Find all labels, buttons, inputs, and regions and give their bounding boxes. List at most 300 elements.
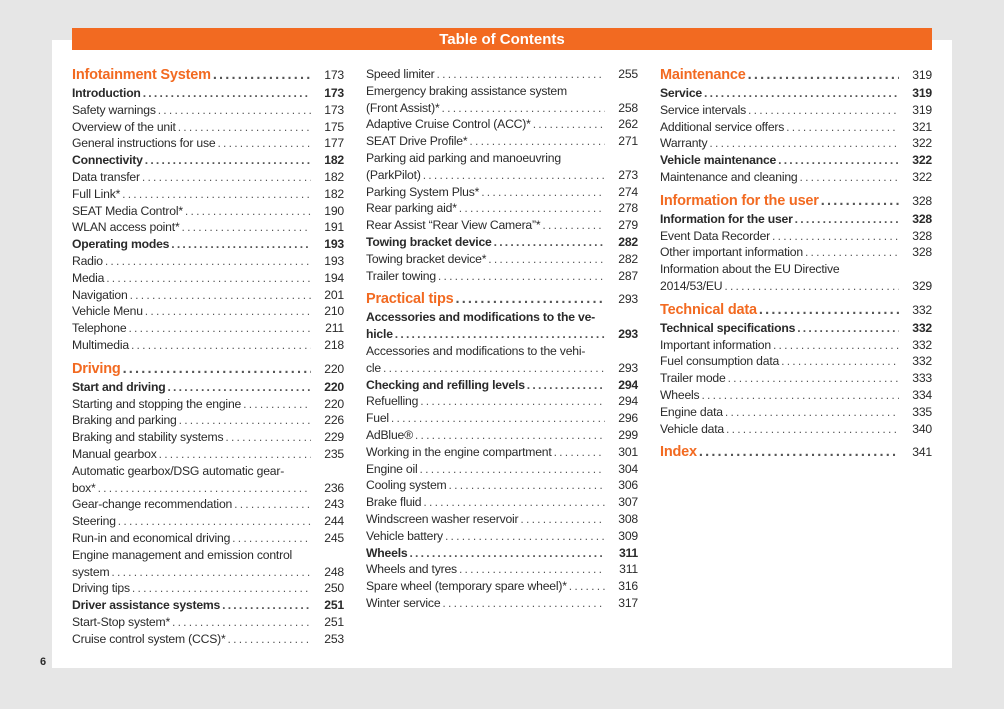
page-ref: 274 bbox=[618, 184, 638, 199]
dot-leader bbox=[225, 430, 311, 444]
toc-entry-label: Braking and parking bbox=[72, 413, 177, 428]
toc-entry[interactable] bbox=[660, 422, 932, 439]
page-ref: 220 bbox=[324, 361, 344, 376]
toc-entry[interactable] bbox=[660, 120, 932, 137]
toc-chapter[interactable] bbox=[72, 380, 344, 397]
page-ref: 307 bbox=[618, 495, 638, 510]
toc-section-label: Infotainment System bbox=[72, 67, 211, 83]
toc-entry-label: Parking System Plus* bbox=[366, 184, 480, 199]
toc-section[interactable] bbox=[72, 67, 344, 86]
toc-entry-label: Refuelling bbox=[366, 394, 419, 409]
toc-entry-label: Brake fluid bbox=[366, 495, 422, 510]
toc-section-label: Technical data bbox=[660, 301, 757, 318]
dot-leader bbox=[423, 495, 605, 509]
page-number: 6 bbox=[40, 656, 47, 668]
dot-leader bbox=[132, 581, 311, 595]
toc-entry-label: Radio bbox=[72, 253, 103, 268]
dot-leader bbox=[123, 361, 311, 377]
dot-leader bbox=[130, 288, 311, 302]
page-ref: 245 bbox=[324, 530, 344, 545]
toc-entry-label: (Front Assist)* bbox=[366, 100, 440, 115]
toc-entry[interactable] bbox=[366, 462, 638, 479]
toc-entry[interactable] bbox=[366, 252, 638, 269]
dot-leader bbox=[415, 428, 605, 442]
toc-section-label: Driving bbox=[72, 360, 121, 377]
toc-chapter-label: Information for the user bbox=[660, 211, 793, 226]
toc-entry-label: Multimedia bbox=[72, 337, 129, 352]
page-ref: 173 bbox=[324, 102, 344, 117]
toc-entry-label: Trailer mode bbox=[660, 371, 726, 386]
dot-leader bbox=[459, 201, 605, 215]
toc-entry[interactable] bbox=[366, 411, 638, 428]
toc-chapter[interactable] bbox=[72, 153, 344, 170]
dot-leader bbox=[420, 462, 605, 476]
toc-chapter[interactable] bbox=[366, 327, 638, 344]
toc-entry[interactable] bbox=[366, 529, 638, 546]
toc-entry[interactable] bbox=[72, 136, 344, 153]
toc-entry-label: Navigation bbox=[72, 287, 128, 302]
page-ref: 340 bbox=[912, 421, 932, 436]
dot-leader bbox=[795, 212, 899, 226]
dot-leader bbox=[185, 204, 311, 218]
toc-entry-label: Data transfer bbox=[72, 169, 140, 184]
dot-leader bbox=[724, 279, 899, 293]
toc-entry-label: Rear parking aid* bbox=[366, 201, 457, 216]
toc-chapter-label: hicle bbox=[366, 327, 393, 342]
page-ref: 322 bbox=[912, 136, 932, 151]
toc-chapter-label: Connectivity bbox=[72, 153, 143, 168]
page-ref: 332 bbox=[912, 337, 932, 352]
toc-chapter[interactable] bbox=[366, 235, 638, 252]
dot-leader bbox=[167, 380, 311, 394]
toc-entry-label: Safety warnings bbox=[72, 102, 156, 117]
page-ref: 243 bbox=[324, 497, 344, 512]
toc-chapter[interactable] bbox=[660, 86, 932, 103]
page-title: Table of Contents bbox=[72, 28, 932, 50]
dot-leader bbox=[726, 422, 899, 436]
toc-entry-label: Fuel consumption data bbox=[660, 354, 780, 369]
page-ref: 282 bbox=[618, 234, 638, 249]
page-ref: 251 bbox=[324, 598, 344, 613]
toc-entry[interactable] bbox=[72, 321, 344, 338]
toc-entry[interactable] bbox=[366, 445, 638, 462]
toc-entry-label: system bbox=[72, 564, 110, 579]
toc-entry-label: Cooling system bbox=[366, 478, 447, 493]
toc-entry-label: Run-in and economical driving bbox=[72, 530, 231, 545]
toc-entry-label: Overview of the unit bbox=[72, 119, 176, 134]
toc-entry[interactable] bbox=[366, 361, 638, 378]
toc-entry[interactable] bbox=[72, 170, 344, 187]
toc-entry-label: Spare wheel (temporary spare wheel)* bbox=[366, 579, 567, 594]
toc-entry-label: 2014/53/EU bbox=[660, 278, 723, 293]
dot-leader bbox=[701, 388, 899, 402]
page-ref: 173 bbox=[324, 68, 344, 82]
toc-entry[interactable] bbox=[72, 204, 344, 221]
toc-entry-label: Maintenance and cleaning bbox=[660, 169, 798, 184]
toc-entry[interactable] bbox=[660, 338, 932, 355]
toc-entry[interactable] bbox=[366, 596, 638, 613]
page-ref: 294 bbox=[618, 377, 638, 392]
dot-leader bbox=[481, 185, 605, 199]
dot-leader bbox=[128, 321, 311, 335]
dot-leader bbox=[98, 481, 311, 495]
page-ref: 293 bbox=[618, 327, 638, 342]
dot-leader bbox=[728, 371, 899, 385]
dot-leader bbox=[395, 327, 605, 341]
toc-section[interactable] bbox=[366, 291, 638, 310]
dot-leader bbox=[423, 168, 605, 182]
page-ref: 319 bbox=[912, 86, 932, 100]
dot-leader bbox=[178, 120, 311, 134]
page-ref: 328 bbox=[912, 211, 932, 226]
dot-leader bbox=[145, 304, 311, 318]
dot-leader bbox=[105, 254, 311, 268]
dot-leader bbox=[704, 86, 899, 100]
toc-entry-label: Engine data bbox=[660, 404, 723, 419]
dot-leader bbox=[409, 546, 605, 560]
dot-leader bbox=[445, 529, 605, 543]
toc-entry-label: box* bbox=[72, 480, 96, 495]
toc-entry-label: AdBlue® bbox=[366, 427, 413, 442]
page-ref: 250 bbox=[324, 581, 344, 596]
toc-entry[interactable] bbox=[366, 117, 638, 134]
toc-column-1 bbox=[72, 67, 344, 649]
toc-entry[interactable] bbox=[72, 103, 344, 120]
toc-entry[interactable] bbox=[72, 497, 344, 514]
toc-chapter-label: Vehicle maintenance bbox=[660, 153, 777, 168]
dot-leader bbox=[533, 117, 605, 131]
toc-chapter-label: Checking and refilling levels bbox=[366, 377, 525, 392]
toc-section[interactable] bbox=[660, 193, 932, 212]
dot-leader bbox=[420, 394, 605, 408]
toc-entry-label: WLAN access point* bbox=[72, 220, 180, 235]
toc-entry-label: Full Link* bbox=[72, 186, 121, 201]
page-ref: 279 bbox=[618, 218, 638, 233]
page-ref: 235 bbox=[324, 446, 344, 461]
page-ref: 293 bbox=[618, 292, 638, 307]
page-ref: 220 bbox=[324, 379, 344, 394]
toc-entry[interactable] bbox=[72, 565, 344, 582]
toc-entry[interactable] bbox=[366, 428, 638, 445]
toc-entry-label: Gear-change recommendation bbox=[72, 497, 233, 512]
toc-chapter-label: Operating modes bbox=[72, 237, 170, 252]
toc-entry[interactable] bbox=[366, 579, 638, 596]
page-ref: 182 bbox=[324, 169, 344, 184]
page-ref: 251 bbox=[324, 614, 344, 629]
toc-chapter[interactable] bbox=[366, 546, 638, 563]
dot-leader bbox=[520, 512, 605, 526]
dot-leader bbox=[159, 447, 311, 461]
toc-section-label: Index bbox=[660, 444, 697, 461]
dot-leader bbox=[554, 445, 605, 459]
toc-entry[interactable] bbox=[366, 512, 638, 529]
dot-leader bbox=[781, 354, 899, 368]
page-ref: 309 bbox=[618, 528, 638, 543]
toc-section[interactable] bbox=[72, 361, 344, 380]
dot-leader bbox=[179, 413, 311, 427]
page-ref: 255 bbox=[618, 67, 638, 81]
dot-leader bbox=[469, 134, 605, 148]
toc-entry[interactable] bbox=[72, 397, 344, 414]
toc-entry-label[interactable]: Emergency braking assistance system bbox=[366, 83, 567, 98]
toc-entry[interactable] bbox=[72, 288, 344, 305]
toc-entry-label: Vehicle data bbox=[660, 421, 725, 436]
page-ref: 308 bbox=[618, 511, 638, 526]
dot-leader bbox=[786, 120, 899, 134]
page-ref: 182 bbox=[324, 153, 344, 168]
toc-entry-label: Telephone bbox=[72, 321, 127, 336]
dot-leader bbox=[821, 193, 899, 209]
dot-leader bbox=[442, 596, 605, 610]
page-ref: 335 bbox=[912, 404, 932, 419]
toc-chapter-label: Wheels bbox=[366, 545, 408, 560]
dot-leader bbox=[143, 86, 311, 100]
toc-chapter-label: Towing bracket device bbox=[366, 234, 492, 249]
page-ref: 328 bbox=[912, 245, 932, 260]
toc-entry[interactable] bbox=[72, 514, 344, 531]
toc-chapter-label[interactable]: Accessories and modifications to the ve- bbox=[366, 310, 596, 325]
toc-column-2 bbox=[366, 67, 638, 613]
dot-leader bbox=[213, 67, 311, 83]
toc-entry-label[interactable]: Accessories and modifications to the vehi- bbox=[366, 343, 586, 358]
toc-entry[interactable] bbox=[72, 531, 344, 548]
dot-leader bbox=[459, 562, 605, 576]
dot-leader bbox=[142, 170, 311, 184]
toc-entry-label: Wheels and tyres bbox=[366, 562, 457, 577]
toc-entry-label: Important information bbox=[660, 337, 771, 352]
toc-chapter[interactable] bbox=[366, 378, 638, 395]
toc-entry-label: Service intervals bbox=[660, 102, 747, 117]
toc-entry[interactable] bbox=[72, 304, 344, 321]
page-ref: 317 bbox=[618, 595, 638, 610]
toc-entry[interactable] bbox=[366, 101, 638, 118]
dot-leader bbox=[725, 405, 899, 419]
toc-section[interactable] bbox=[660, 302, 932, 321]
dot-leader bbox=[748, 103, 899, 117]
toc-entry[interactable] bbox=[660, 245, 932, 262]
page-ref: 244 bbox=[324, 514, 344, 529]
toc-entry[interactable] bbox=[366, 562, 638, 579]
page-ref: 282 bbox=[618, 251, 638, 266]
dot-leader bbox=[182, 220, 312, 234]
page-ref: 316 bbox=[618, 579, 638, 594]
toc-entry[interactable] bbox=[72, 430, 344, 447]
dot-leader bbox=[455, 291, 605, 307]
toc-entry-label: Event Data Recorder bbox=[660, 228, 771, 243]
toc-entry-label: Winter service bbox=[366, 595, 441, 610]
dot-leader bbox=[217, 136, 311, 150]
page-ref: 293 bbox=[618, 360, 638, 375]
page-ref: 182 bbox=[324, 186, 344, 201]
page-ref: 271 bbox=[618, 134, 638, 149]
toc-entry[interactable] bbox=[660, 354, 932, 371]
toc-entry[interactable] bbox=[660, 229, 932, 246]
page-ref: 218 bbox=[324, 337, 344, 352]
page-ref: 304 bbox=[618, 461, 638, 476]
toc-entry-label: Cruise control system (CCS)* bbox=[72, 631, 226, 646]
dot-leader bbox=[234, 497, 311, 511]
toc-entry[interactable] bbox=[72, 615, 344, 632]
dot-leader bbox=[228, 632, 311, 646]
page-ref: 273 bbox=[618, 167, 638, 182]
page-ref: 332 bbox=[912, 302, 932, 317]
toc-entry-label: Other important information bbox=[660, 245, 803, 260]
toc-entry[interactable] bbox=[366, 168, 638, 185]
toc-entry[interactable] bbox=[366, 394, 638, 411]
toc-entry-label[interactable]: Engine management and emission control bbox=[72, 547, 293, 562]
toc-entry[interactable] bbox=[72, 447, 344, 464]
toc-entry-label: General instructions for use bbox=[72, 136, 216, 151]
toc-entry[interactable] bbox=[660, 388, 932, 405]
dot-leader bbox=[172, 615, 311, 629]
page-ref: 322 bbox=[912, 153, 932, 168]
toc-chapter-label: Driver assistance systems bbox=[72, 598, 221, 613]
toc-entry[interactable] bbox=[72, 271, 344, 288]
page-ref: 341 bbox=[912, 445, 932, 460]
dot-leader bbox=[391, 411, 605, 425]
toc-entry-label: Braking and stability systems bbox=[72, 430, 224, 445]
page-ref: 319 bbox=[912, 102, 932, 117]
dot-leader bbox=[748, 67, 899, 83]
page-ref: 236 bbox=[324, 480, 344, 495]
toc-entry-label[interactable]: Information about the EU Directive bbox=[660, 262, 840, 277]
toc-chapter[interactable] bbox=[72, 86, 344, 103]
toc-entry-label: Steering bbox=[72, 514, 116, 529]
dot-leader bbox=[527, 378, 605, 392]
dot-leader bbox=[106, 271, 311, 285]
dot-leader bbox=[759, 302, 899, 318]
toc-entry-label: SEAT Media Control* bbox=[72, 203, 183, 218]
page-ref: 193 bbox=[324, 253, 344, 268]
toc-entry-label: (ParkPilot) bbox=[366, 167, 421, 182]
dot-leader bbox=[449, 478, 605, 492]
toc-entry[interactable] bbox=[72, 481, 344, 498]
page-ref: 332 bbox=[912, 354, 932, 369]
page-ref: 258 bbox=[618, 100, 638, 115]
page-ref: 322 bbox=[912, 169, 932, 184]
toc-entry[interactable] bbox=[660, 136, 932, 153]
toc-entry[interactable] bbox=[72, 338, 344, 355]
toc-entry[interactable] bbox=[660, 170, 932, 187]
toc-entry-label: Adaptive Cruise Control (ACC)* bbox=[366, 117, 531, 132]
dot-leader bbox=[569, 579, 605, 593]
toc-entry[interactable] bbox=[366, 201, 638, 218]
dot-leader bbox=[438, 269, 605, 283]
page-ref: 190 bbox=[324, 203, 344, 218]
toc-chapter-label: Service bbox=[660, 86, 702, 100]
toc-entry[interactable] bbox=[660, 371, 932, 388]
dot-leader bbox=[171, 237, 311, 251]
dot-leader bbox=[772, 229, 899, 243]
toc-entry-label: Media bbox=[72, 270, 105, 285]
page-ref: 311 bbox=[619, 562, 638, 577]
dot-leader bbox=[542, 218, 605, 232]
toc-entry[interactable] bbox=[366, 134, 638, 151]
dot-leader bbox=[699, 444, 899, 460]
toc-entry[interactable] bbox=[366, 185, 638, 202]
toc-chapter[interactable] bbox=[72, 598, 344, 615]
page-ref: 220 bbox=[324, 396, 344, 411]
toc-section[interactable] bbox=[660, 67, 932, 86]
toc-entry-label: Starting and stopping the engine bbox=[72, 396, 242, 411]
page-ref: 175 bbox=[324, 119, 344, 134]
page-ref: 319 bbox=[912, 68, 932, 82]
page-ref: 191 bbox=[324, 220, 344, 235]
page-ref: 306 bbox=[618, 478, 638, 493]
toc-column-3 bbox=[660, 67, 932, 463]
toc-entry[interactable] bbox=[72, 220, 344, 237]
toc-entry-label: Warranty bbox=[660, 136, 708, 151]
dot-leader bbox=[805, 245, 899, 259]
toc-entry[interactable] bbox=[366, 478, 638, 495]
dot-leader bbox=[442, 101, 605, 115]
toc-entry[interactable] bbox=[72, 120, 344, 137]
dot-leader bbox=[131, 338, 311, 352]
page-ref: 329 bbox=[912, 278, 932, 293]
dot-leader bbox=[800, 170, 900, 184]
toc-section[interactable] bbox=[660, 444, 932, 463]
page-ref: 226 bbox=[324, 413, 344, 428]
page-ref: 278 bbox=[618, 201, 638, 216]
dot-leader bbox=[111, 565, 311, 579]
dot-leader bbox=[118, 514, 311, 528]
toc-entry-label: Wheels bbox=[660, 387, 700, 402]
toc-entry[interactable] bbox=[366, 495, 638, 512]
toc-chapter[interactable] bbox=[660, 212, 932, 229]
toc-entry-label: Vehicle Menu bbox=[72, 304, 143, 319]
dot-leader bbox=[494, 235, 605, 249]
toc-chapter[interactable] bbox=[660, 153, 932, 170]
toc-chapter[interactable] bbox=[660, 321, 932, 338]
toc-entry[interactable] bbox=[72, 254, 344, 271]
toc-entry-label: cle bbox=[366, 360, 381, 375]
toc-entry[interactable] bbox=[72, 187, 344, 204]
dot-leader bbox=[797, 321, 899, 335]
toc-entry[interactable] bbox=[660, 405, 932, 422]
toc-entry[interactable] bbox=[660, 279, 932, 296]
page-ref: 328 bbox=[912, 193, 932, 208]
dot-leader bbox=[778, 153, 899, 167]
toc-entry-label[interactable]: Automatic gearbox/DSG automatic gear- bbox=[72, 463, 285, 478]
toc-entry[interactable] bbox=[72, 413, 344, 430]
toc-entry[interactable] bbox=[660, 103, 932, 120]
toc-entry[interactable] bbox=[366, 67, 638, 84]
page-ref: 294 bbox=[618, 394, 638, 409]
toc-chapter-label: Start and driving bbox=[72, 379, 166, 394]
toc-entry-label: Vehicle battery bbox=[366, 528, 443, 543]
dot-leader bbox=[709, 136, 899, 150]
dot-leader bbox=[122, 187, 311, 201]
page-ref: 194 bbox=[324, 270, 344, 285]
toc-entry-label: Towing bracket device* bbox=[366, 251, 487, 266]
page-ref: 248 bbox=[324, 564, 344, 579]
toc-entry-label[interactable]: Parking aid parking and manoeuvring bbox=[366, 150, 561, 165]
dot-leader bbox=[437, 67, 605, 81]
page-ref: 253 bbox=[324, 631, 344, 646]
toc-chapter[interactable] bbox=[72, 237, 344, 254]
toc-entry[interactable] bbox=[72, 632, 344, 649]
toc-entry-label: Start-Stop system* bbox=[72, 614, 170, 629]
toc-entry[interactable] bbox=[366, 218, 638, 235]
page-ref: 332 bbox=[912, 320, 932, 335]
toc-entry[interactable] bbox=[366, 269, 638, 286]
toc-entry-label: Working in the engine compartment bbox=[366, 444, 552, 459]
page-ref: 177 bbox=[324, 136, 344, 151]
page-ref: 301 bbox=[618, 444, 638, 459]
page-ref: 311 bbox=[618, 545, 638, 560]
toc-section-label: Information for the user bbox=[660, 192, 819, 209]
toc-entry[interactable] bbox=[72, 581, 344, 598]
